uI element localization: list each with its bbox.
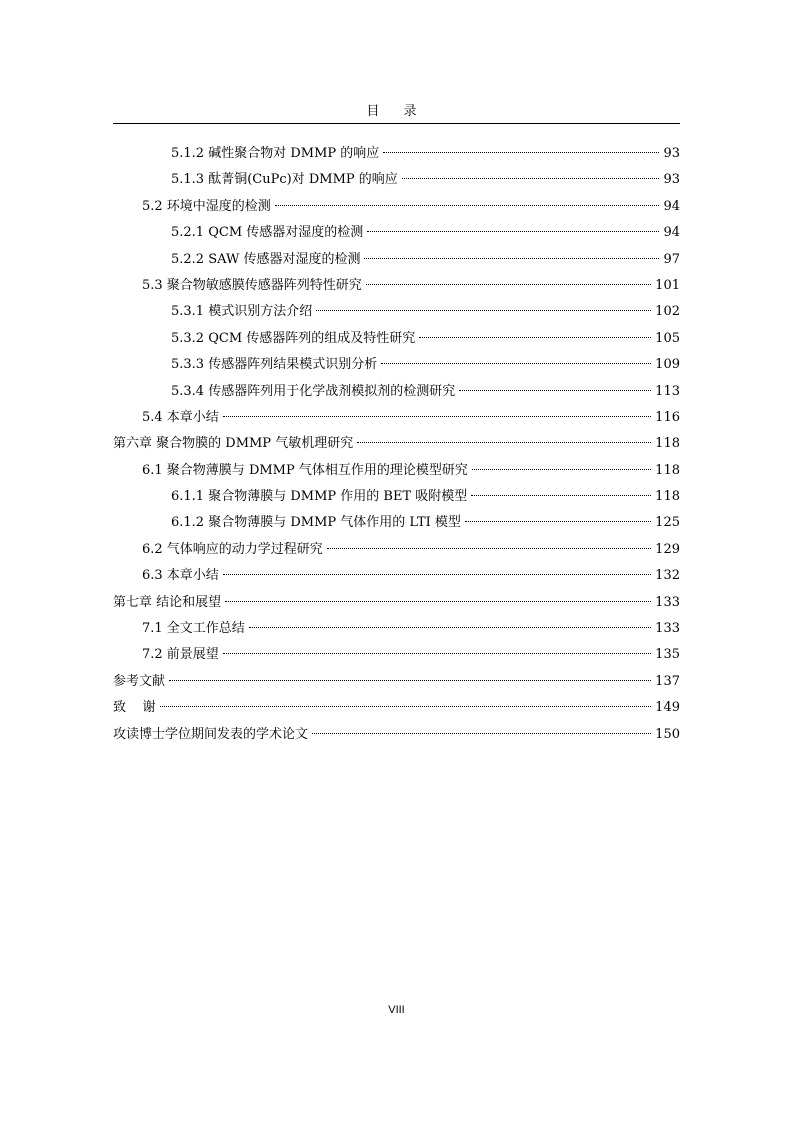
- toc-entry-page: 93: [663, 146, 680, 161]
- toc-entry-page: 133: [655, 594, 680, 610]
- toc-entry[interactable]: [113, 722, 680, 748]
- toc-entry-page: 109: [655, 357, 680, 373]
- toc-entry-title: 第七章 结论和展望: [113, 594, 222, 610]
- dot-leader: [366, 284, 651, 285]
- dot-leader: [312, 733, 651, 734]
- toc-entry-title: 6.3 本章小结: [142, 568, 219, 584]
- dot-leader: [169, 680, 651, 681]
- toc-entry-page: 94: [663, 225, 680, 241]
- toc-entry[interactable]: [113, 458, 680, 484]
- page-header-title: 目 录: [366, 104, 427, 119]
- toc-entry[interactable]: [113, 616, 680, 642]
- dot-leader: [223, 653, 651, 654]
- dot-leader: [471, 495, 651, 496]
- toc-entry-title: 参考文献: [113, 673, 166, 689]
- toc-entry-title: 5.3 聚合物敏感膜传感器阵列特性研究: [142, 277, 362, 293]
- toc-entry[interactable]: [113, 141, 680, 167]
- toc-entry-page: 93: [663, 172, 680, 188]
- page-number: VIII: [388, 1004, 405, 1016]
- toc-entry-title: 攻读博士学位期间发表的学术论文: [113, 726, 309, 742]
- toc-entry-title: 5.1.3 酞菁铜(CuPc)对 DMMP 的响应: [171, 172, 398, 188]
- toc-entry[interactable]: [113, 537, 680, 563]
- toc-entry[interactable]: [113, 484, 680, 510]
- dot-leader: [223, 416, 651, 417]
- toc-entry-page: 133: [655, 621, 680, 637]
- toc-entry[interactable]: [113, 247, 680, 273]
- toc-entry-page: 105: [655, 330, 680, 346]
- dot-leader: [316, 310, 651, 311]
- toc-entry-title: 5.3.3 传感器阵列结果模式识别分析: [171, 357, 378, 373]
- dot-leader: [225, 601, 651, 602]
- toc-entry[interactable]: [113, 220, 680, 246]
- dot-leader: [364, 258, 659, 259]
- toc-entry-page: 137: [655, 673, 680, 689]
- toc-entry-title: 6.1.2 聚合物薄膜与 DMMP 气体作用的 LTI 模型: [171, 515, 461, 531]
- toc-entry[interactable]: [113, 299, 680, 325]
- toc-entry-title: 5.2.2 SAW 传感器对湿度的检测: [171, 251, 361, 267]
- dot-leader: [367, 231, 659, 232]
- toc-entry-page: 113: [655, 383, 680, 399]
- toc-entry-page: 116: [655, 409, 680, 425]
- dot-leader: [419, 337, 651, 338]
- toc-entry-page: 101: [655, 277, 680, 293]
- toc-entry-title: 5.3.2 QCM 传感器阵列的组成及特性研究: [171, 330, 416, 346]
- toc-entry-title: 5.2 环境中湿度的检测: [142, 198, 271, 214]
- toc-entry[interactable]: [113, 695, 680, 721]
- toc-entry[interactable]: [113, 590, 680, 616]
- toc-entry[interactable]: [113, 669, 680, 695]
- toc-entry[interactable]: [113, 510, 680, 536]
- toc-entry-title: 7.2 前景展望: [142, 647, 219, 663]
- toc-entry-title: 6.1.1 聚合物薄膜与 DMMP 作用的 BET 吸附模型: [171, 489, 468, 505]
- toc-entry-page: 125: [655, 515, 680, 531]
- toc-entry-page: 149: [655, 700, 680, 716]
- toc-entry[interactable]: [113, 167, 680, 193]
- dot-leader: [472, 469, 651, 470]
- toc-entry[interactable]: [113, 431, 680, 457]
- toc-entry-page: 102: [655, 304, 680, 320]
- table-of-contents: [113, 141, 680, 748]
- toc-entry-title: 5.3.4 传感器阵列用于化学战剂模拟剂的检测研究: [171, 383, 456, 399]
- toc-entry-page: 94: [663, 198, 680, 214]
- toc-entry-title: 致 谢: [113, 700, 156, 716]
- toc-entry-title: 6.1 聚合物薄膜与 DMMP 气体相互作用的理论模型研究: [142, 462, 468, 478]
- toc-entry-page: 135: [655, 647, 680, 663]
- dot-leader: [459, 390, 651, 391]
- toc-entry-page: 150: [655, 726, 680, 742]
- toc-entry-title: 5.2.1 QCM 传感器对湿度的检测: [171, 225, 364, 241]
- dot-leader: [465, 521, 651, 522]
- toc-entry-page: 129: [655, 541, 680, 557]
- dot-leader: [402, 178, 660, 179]
- toc-entry-title: 5.3.1 模式识别方法介绍: [171, 304, 313, 320]
- toc-entry[interactable]: [113, 326, 680, 352]
- toc-entry-page: 132: [655, 568, 680, 584]
- toc-entry-page: 97: [663, 251, 680, 267]
- toc-entry-title: 5.4 本章小结: [142, 409, 219, 425]
- dot-leader: [383, 152, 659, 153]
- toc-entry[interactable]: [113, 379, 680, 405]
- dot-leader: [249, 627, 651, 628]
- toc-entry-title: 5.1.2 碱性聚合物对 DMMP 的响应: [171, 146, 380, 161]
- toc-entry[interactable]: [113, 642, 680, 668]
- dot-leader: [275, 205, 660, 206]
- toc-entry[interactable]: [113, 273, 680, 299]
- toc-entry[interactable]: [113, 563, 680, 589]
- toc-entry-page: 118: [655, 462, 680, 478]
- dot-leader: [327, 548, 651, 549]
- toc-entry[interactable]: [113, 405, 680, 431]
- dot-leader: [160, 706, 652, 707]
- toc-entry[interactable]: [113, 352, 680, 378]
- toc-entry-title: 6.2 气体响应的动力学过程研究: [142, 541, 323, 557]
- toc-entry-title: 7.1 全文工作总结: [142, 621, 245, 637]
- toc-entry-page: 118: [655, 489, 680, 505]
- dot-leader: [223, 574, 651, 575]
- toc-entry-page: 118: [655, 436, 680, 452]
- toc-entry[interactable]: [113, 194, 680, 220]
- toc-entry-title: 第六章 聚合物膜的 DMMP 气敏机理研究: [113, 436, 354, 452]
- dot-leader: [357, 442, 651, 443]
- header-divider: [113, 123, 680, 124]
- dot-leader: [381, 363, 651, 364]
